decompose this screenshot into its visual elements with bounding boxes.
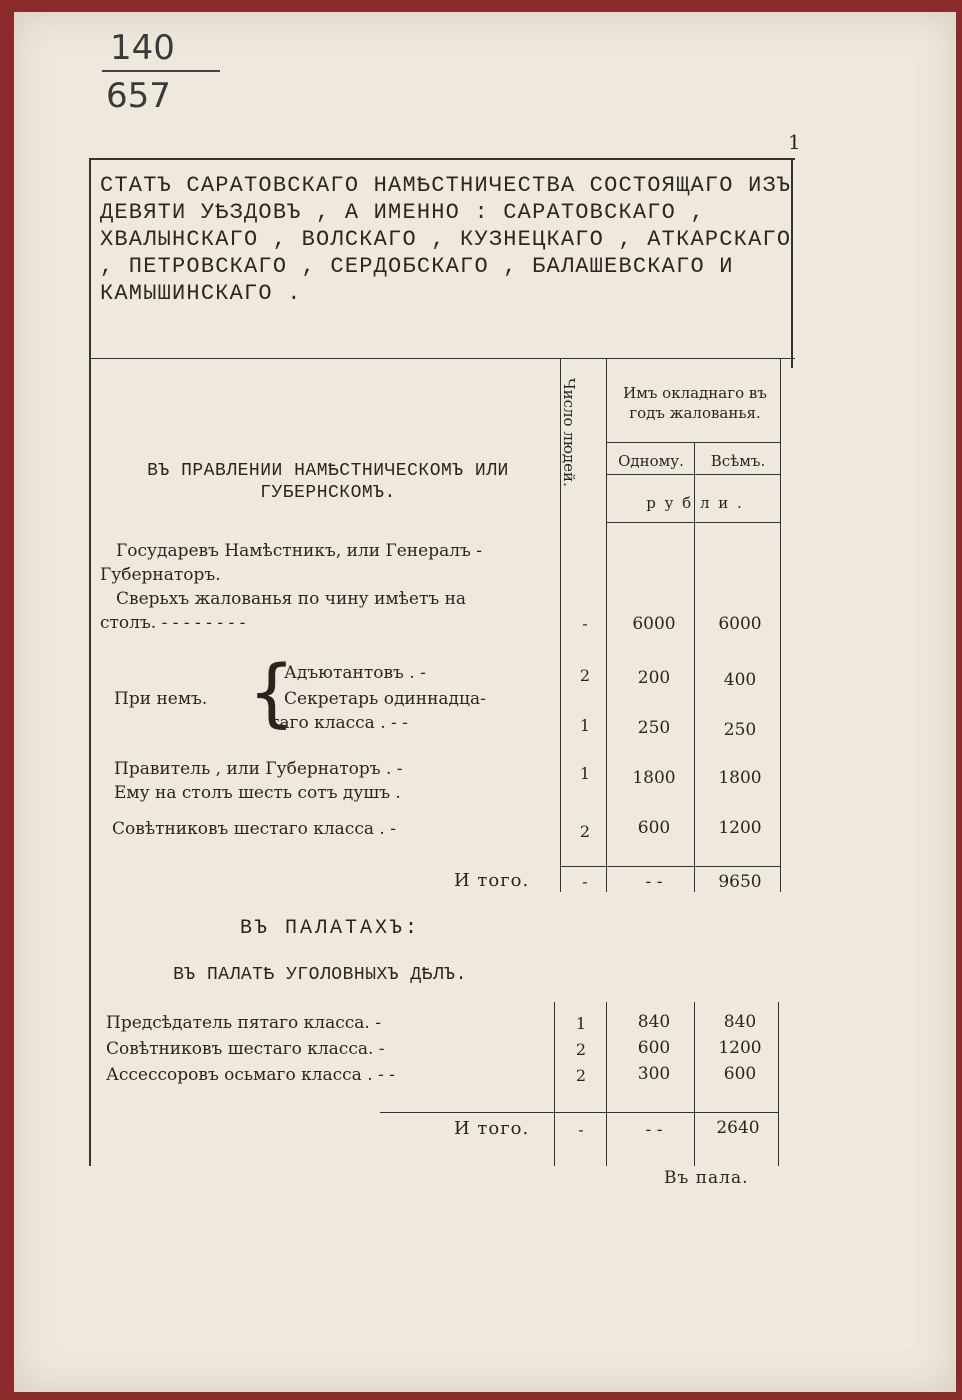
row-secretary-count: 1 (579, 716, 591, 735)
s2-col-divider-label (554, 1002, 555, 1166)
row-s2-advisers-label: Совѣтниковъ шестаго класса. - (106, 1039, 385, 1059)
row-governor-general-line1: Государевъ Намѣстникъ, или Генералъ - (116, 541, 482, 561)
section1-total-value: 9650 (718, 872, 762, 892)
row-governor-general-line3: Сверьхъ жалованья по чину имѣетъ на (116, 589, 467, 609)
row-adjutants-one: 200 (637, 668, 671, 688)
row-governor-one: 1800 (632, 768, 676, 788)
section1-heading-line2: ГУБЕРНСКОМЪ. (260, 483, 396, 503)
row-governor-general-count: - (582, 614, 588, 633)
section1-total-label: И того. (454, 870, 530, 891)
s2-col-divider-one (694, 1002, 695, 1166)
row-advisers-one: 600 (637, 818, 671, 838)
row-governor-line1: Правитель , или Губернаторъ . - (114, 759, 403, 779)
section2-heading: ВЪ ПАЛАТѢ УГОЛОВНЫХЪ ДѢЛЪ. (173, 965, 467, 985)
row-chairman-all: 840 (723, 1012, 757, 1032)
row-assessors-one: 300 (637, 1064, 671, 1084)
archive-number-top: 140 (110, 28, 175, 68)
row-chairman-count: 1 (575, 1014, 587, 1033)
col-divider-count (606, 358, 607, 892)
frame-left-rule (89, 158, 91, 1166)
header-salary-line1: Имъ окладнаго въ (623, 384, 767, 402)
archive-number-bottom: 657 (106, 76, 171, 116)
row-governor-all: 1800 (718, 768, 762, 788)
catchword: Въ пала. (664, 1168, 749, 1188)
section2-total-label: И того. (454, 1118, 530, 1139)
header-people-count: Число людей. (560, 378, 578, 487)
row-advisers-all: 1200 (718, 818, 762, 838)
row-chairman-label: Предсѣдатель пятаго класса. - (106, 1013, 381, 1033)
col-divider-all (780, 358, 781, 892)
row-chairman-one: 840 (637, 1012, 671, 1032)
row-adjutants-count: 2 (579, 666, 591, 685)
section2-total-count-dash: - (578, 1120, 584, 1139)
row-adjutants-all: 400 (723, 670, 757, 690)
row-s2-advisers-one: 600 (637, 1038, 671, 1058)
header-to-one: Одному. (618, 452, 684, 470)
chambers-heading: ВЪ ПАЛАТАХЪ: (239, 917, 421, 940)
frame-top-rule (89, 158, 795, 160)
row-governor-line2: Ему на столъ шесть сотъ душъ . (114, 783, 401, 803)
s2-col-divider-count (606, 1002, 607, 1166)
row-governor-general-one: 6000 (632, 614, 676, 634)
grouping-brace: { (248, 650, 296, 736)
archive-number-divider (102, 70, 220, 72)
title-bottom-rule (89, 358, 795, 359)
header-to-all: Всѣмъ. (710, 452, 766, 470)
pri-nem-label: При немъ. (114, 689, 208, 709)
row-s2-advisers-count: 2 (575, 1040, 587, 1059)
row-assessors-label: Ассессоровъ осьмаго класса . - - (106, 1065, 395, 1085)
section1-total-rule (560, 866, 780, 867)
document-title: СТАТЪ САРАТОВСКАГО НАМѢСТНИЧЕСТВА СОСТОЯЩАГО ИЗЪ ДЕВЯТИ УѢЗДОВЪ , А ИМЕННО : САРАТОВСКАГО , ХВАЛЫНСКАГО , ВОЛСКАГО , КУЗНЕЦКАГО , АТКАРСКАГО , ПЕТРОВСКАГО , СЕРДОБСКАГО , БАЛАШЕВСКАГО И КАМЫШИНСКАГО . (100, 173, 792, 306)
page-number: 1 (788, 130, 801, 154)
salary-sub-rule (606, 474, 780, 475)
row-governor-general-all: 6000 (718, 614, 762, 634)
row-secretary-line2: таго класса . - - (270, 713, 408, 733)
section2-total-one-dash: - - (645, 1120, 663, 1140)
row-assessors-all: 600 (723, 1064, 757, 1084)
document-page (14, 12, 956, 1392)
section1-heading-line1: ВЪ ПРАВЛЕНИИ НАМѢСТНИЧЕСКОМЪ ИЛИ (147, 461, 509, 481)
row-advisers-count: 2 (579, 822, 591, 841)
row-advisers-label: Совѣтниковъ шестаго класса . - (112, 819, 396, 839)
salary-group-rule (606, 442, 780, 443)
unit-rule (606, 522, 780, 523)
section1-total-one-dash: - - (645, 872, 663, 892)
row-assessors-count: 2 (575, 1066, 587, 1085)
row-governor-general-line4: столъ. - - - - - - - - (100, 613, 246, 633)
row-secretary-all: 250 (723, 720, 757, 740)
section2-total-rule (380, 1112, 778, 1113)
row-governor-general-line2: Губернаторъ. (100, 565, 221, 585)
section1-total-count-dash: - (582, 872, 588, 891)
row-adjutants-label: Адъютантовъ . - (284, 663, 426, 683)
row-governor-count: 1 (579, 764, 591, 783)
header-unit: р у б л и . (646, 494, 744, 512)
row-s2-advisers-all: 1200 (718, 1038, 762, 1058)
header-salary-line2: годъ жалованья. (629, 404, 761, 422)
row-secretary-one: 250 (637, 718, 671, 738)
section2-total-value: 2640 (716, 1118, 760, 1138)
row-secretary-line1: Секретарь одиннадца- (284, 689, 486, 709)
